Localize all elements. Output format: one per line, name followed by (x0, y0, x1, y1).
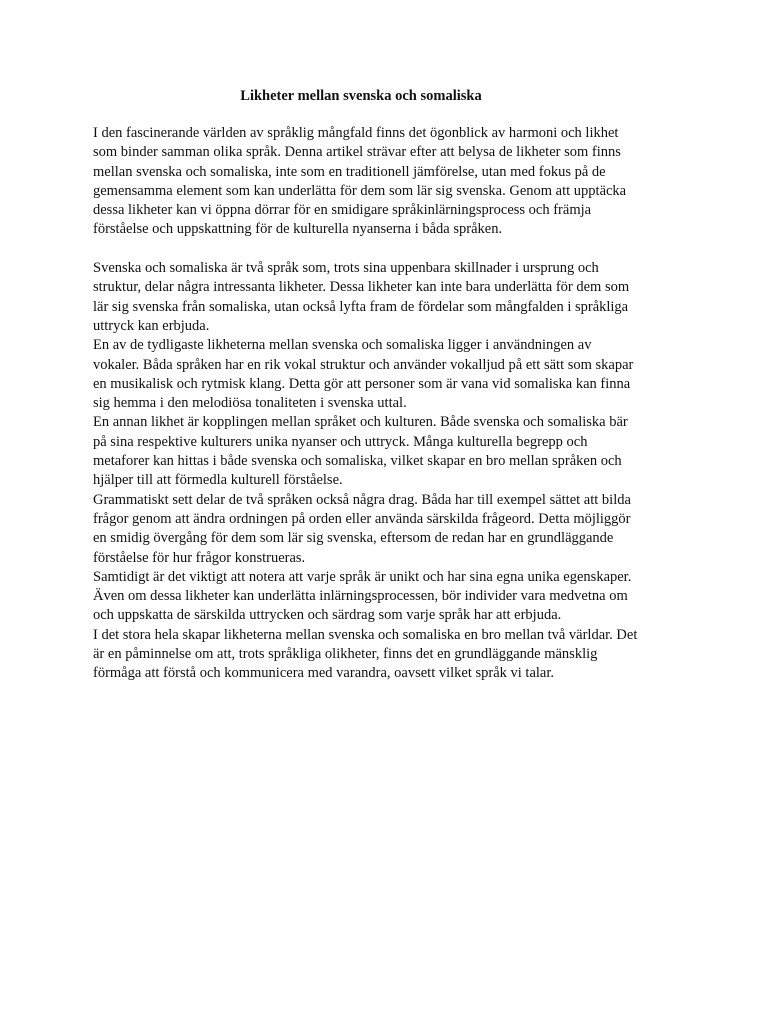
text-line: vokaler. Båda språken har en rik vokal struktur och använder vokalljud på ett sätt som skapar (93, 356, 634, 373)
text-line: Samtidigt är det viktigt att notera att varje språk är unikt och har sina egna unika egenskaper. (93, 568, 632, 585)
paragraph-1 (93, 124, 678, 240)
text-line: och uppskatta de särskilda uttrycken och särdrag som varje språk har att erbjuda. (93, 607, 562, 624)
text-line: dessa likheter kan vi öppna dörrar för en smidigare språkinlärningsprocess och främja (93, 202, 592, 219)
text-line: Grammatiskt sett delar de två språken också några drag. Båda har till exempel sättet att bilda (93, 491, 631, 508)
text-line: hjälper till att förmedla kulturell förståelse. (93, 472, 343, 489)
document-title: Likheter mellan svenska och somaliska (240, 88, 482, 104)
text-line: uttryck kan erbjuda. (93, 317, 210, 334)
paragraph-6 (93, 568, 678, 626)
text-line: förståelse och uppskattning för de kulturella nyanserna i båda språken. (93, 221, 503, 238)
paragraph-5 (93, 491, 678, 568)
text-line: mellan svenska och somaliska, inte som en traditionell jämförelse, utan med fokus på de (93, 163, 606, 180)
paragraph-2 (93, 259, 678, 336)
text-line: En av de tydligaste likheterna mellan svenska och somaliska ligger i användningen av (93, 337, 592, 354)
text-line: som binder samman olika språk. Denna artikel strävar efter att belysa de likheter som finns (93, 144, 621, 161)
text-line: lär sig svenska från somaliska, utan också lyfta fram de fördelar som mångfalden i språkliga (93, 298, 629, 315)
text-line: I den fascinerande världen av språklig mångfald finns det ögonblick av harmoni och likhet (93, 125, 619, 141)
text-line: en musikalisk och rytmisk klang. Detta gör att personer som är vana vid somaliska kan finna (93, 375, 631, 392)
text-line: Även om dessa likheter kan underlätta inlärningsprocessen, bör individer vara medvetna om (93, 588, 628, 605)
text-line: på sina respektive kulturers unika nyanser och uttryck. Många kulturella begrepp och (93, 433, 588, 450)
text-line: sig hemma i den melodiösa tonaliteten i svenska uttal. (93, 395, 407, 412)
text-line: frågor genom att ändra ordningen på orden eller använda särskilda frågeord. Detta möjliggör (93, 510, 631, 527)
text-line: förmåga att förstå och kommunicera med varandra, oavsett vilket språk vi talar. (93, 665, 555, 682)
text-line: är en påminnelse om att, trots språkliga olikheter, finns det en grundläggande mänsklig (93, 646, 598, 663)
paragraph-spacer (93, 240, 678, 259)
document-body (93, 124, 678, 684)
text-line: En annan likhet är kopplingen mellan språket och kulturen. Både svenska och somaliska bär (93, 414, 628, 431)
text-line: gemensamma element som kan underlätta för dem som lär sig svenska. Genom att upptäcka (93, 182, 627, 199)
text-line: Svenska och somaliska är två språk som, trots sina uppenbara skillnader i ursprung och (93, 260, 599, 277)
text-line: förståelse för hur frågor konstrueras. (93, 549, 306, 566)
text-line: en smidig övergång för dem som lär sig svenska, eftersom de redan har en grundläggande (93, 530, 614, 547)
paragraph-4 (93, 413, 678, 490)
paragraph-3 (93, 336, 678, 413)
paragraph-7 (93, 626, 678, 684)
text-line: I det stora hela skapar likheterna mellan svenska och somaliska en bro mellan två världar. Det (93, 626, 638, 643)
text-line: struktur, delar några intressanta likheter. Dessa likheter kan inte bara underlätta för dem som (93, 279, 630, 296)
text-line: metaforer kan hittas i både svenska och somaliska, vilket skapar en bro mellan språken och (93, 453, 622, 470)
